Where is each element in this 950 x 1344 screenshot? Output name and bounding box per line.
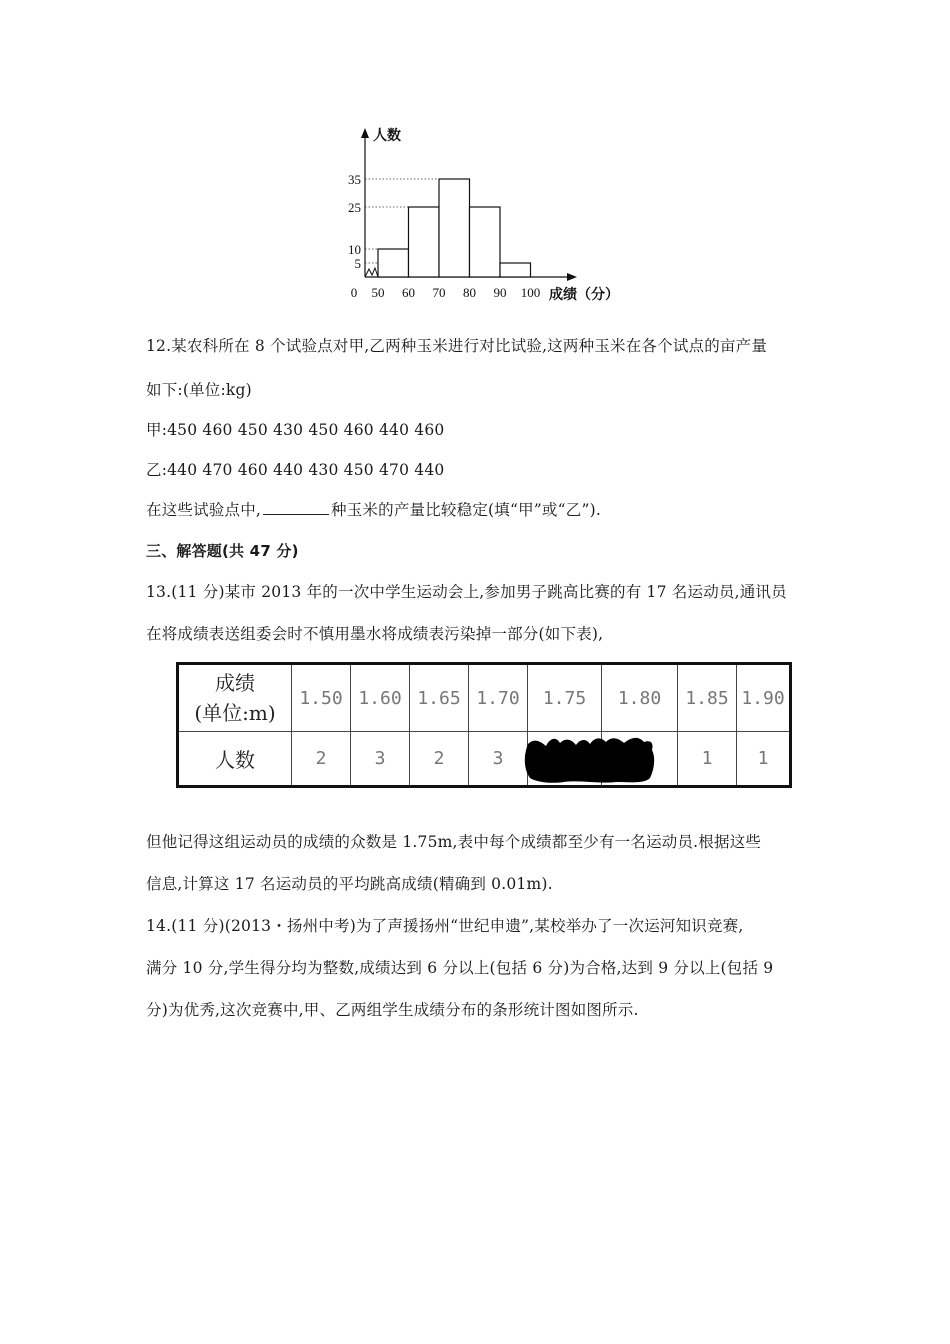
q14-line3: 分)为优秀,这次竞赛中,甲、乙两组学生成绩分布的条形统计图如图所示. (146, 1001, 639, 1019)
q12-jia-data: 甲:450 460 450 430 450 460 440 460 (146, 421, 445, 439)
x-tick-label: 50 (371, 285, 385, 300)
histogram-bar (439, 179, 470, 277)
q13-line1: 13.(11 分)某市 2013 年的一次中学生运动会上,参加男子跳高比赛的有 17 名运动员,通讯员 (146, 583, 787, 601)
table-row-scores (178, 664, 791, 732)
x-tick-label: 0 (350, 285, 358, 300)
count-cell: 3 (469, 732, 528, 787)
table-row-counts (178, 732, 791, 787)
score-cell: 1.65 (410, 664, 469, 732)
answer-blank[interactable] (263, 500, 329, 515)
table-header-cell (178, 664, 292, 732)
q13-line2: 在将成绩表送组委会时不慎用墨水将成绩表污染掉一部分(如下表), (146, 625, 604, 643)
x-tick-label: 100 (520, 285, 541, 300)
section-heading: 三、解答题(共 47 分) (146, 542, 299, 560)
q12-line5 (146, 498, 601, 520)
axis-break (365, 268, 378, 277)
y-tick-label: 10 (348, 242, 361, 257)
table-header-line1: 成绩 (215, 671, 255, 695)
histogram-bar (500, 263, 531, 277)
y-tick-label: 35 (348, 172, 361, 187)
score-cell: 1.90 (737, 664, 791, 732)
histogram-bar (409, 207, 440, 277)
q12-yi-data: 乙:440 470 460 440 430 450 470 440 (146, 461, 445, 479)
x-tick-label: 90 (493, 285, 507, 300)
count-cell: 2 (292, 732, 351, 787)
q14-line1: 14.(11 分)(2013・扬州中考)为了声援扬州“世纪申遗”,某校举办了一次运河知识竞赛, (146, 917, 744, 935)
q14-line2: 满分 10 分,学生得分均为整数,成绩达到 6 分以上(包括 6 分)为合格,达到 9 分以上(包括 9 (146, 959, 774, 977)
x-tick-label: 80 (463, 285, 476, 300)
score-cell: 1.85 (678, 664, 737, 732)
histogram-bar (470, 207, 501, 277)
score-cell: 1.80 (602, 664, 678, 732)
y-tick-label: 5 (354, 256, 361, 271)
ink-blot (520, 732, 660, 788)
q13-line4: 信息,计算这 17 名运动员的平均跳高成绩(精确到 0.01m). (146, 875, 553, 893)
score-table (176, 662, 792, 788)
x-tick-label: 60 (402, 285, 415, 300)
histogram-chart (335, 120, 635, 310)
x-axis-label: 成绩（分） (549, 288, 619, 303)
q13-line3: 但他记得这组运动员的成绩的众数是 1.75m,表中每个成绩都至少有一名运动员.根据这些 (146, 833, 762, 851)
score-cell: 1.75 (528, 664, 602, 732)
q12-line5-suffix: 种玉米的产量比较稳定(填“甲”或“乙”). (331, 501, 601, 519)
score-cell: 1.70 (469, 664, 528, 732)
y-tick-label: 25 (348, 200, 361, 215)
table-row-label: 人数 (178, 732, 292, 787)
count-cell: 2 (410, 732, 469, 787)
count-cell: 1 (678, 732, 737, 787)
ink-blot-shape (525, 738, 654, 783)
score-cell: 1.60 (351, 664, 410, 732)
y-axis-arrow (361, 128, 369, 138)
score-cell: 1.50 (292, 664, 351, 732)
x-tick-label: 70 (432, 285, 446, 300)
y-axis-label: 人数 (373, 129, 401, 144)
table-header-line2: (单位:m) (194, 701, 276, 725)
q12-line1: 12.某农科所在 8 个试验点对甲,乙两种玉米进行对比试验,这两种玉米在各个试点的亩产量 (146, 337, 768, 355)
count-cell: 1 (737, 732, 791, 787)
count-cell: 3 (351, 732, 410, 787)
q12-line5-prefix: 在这些试验点中, (146, 501, 262, 519)
q12-line2: 如下:(单位:kg) (146, 381, 252, 399)
histogram-bar (378, 249, 409, 277)
x-axis-arrow (567, 273, 577, 281)
